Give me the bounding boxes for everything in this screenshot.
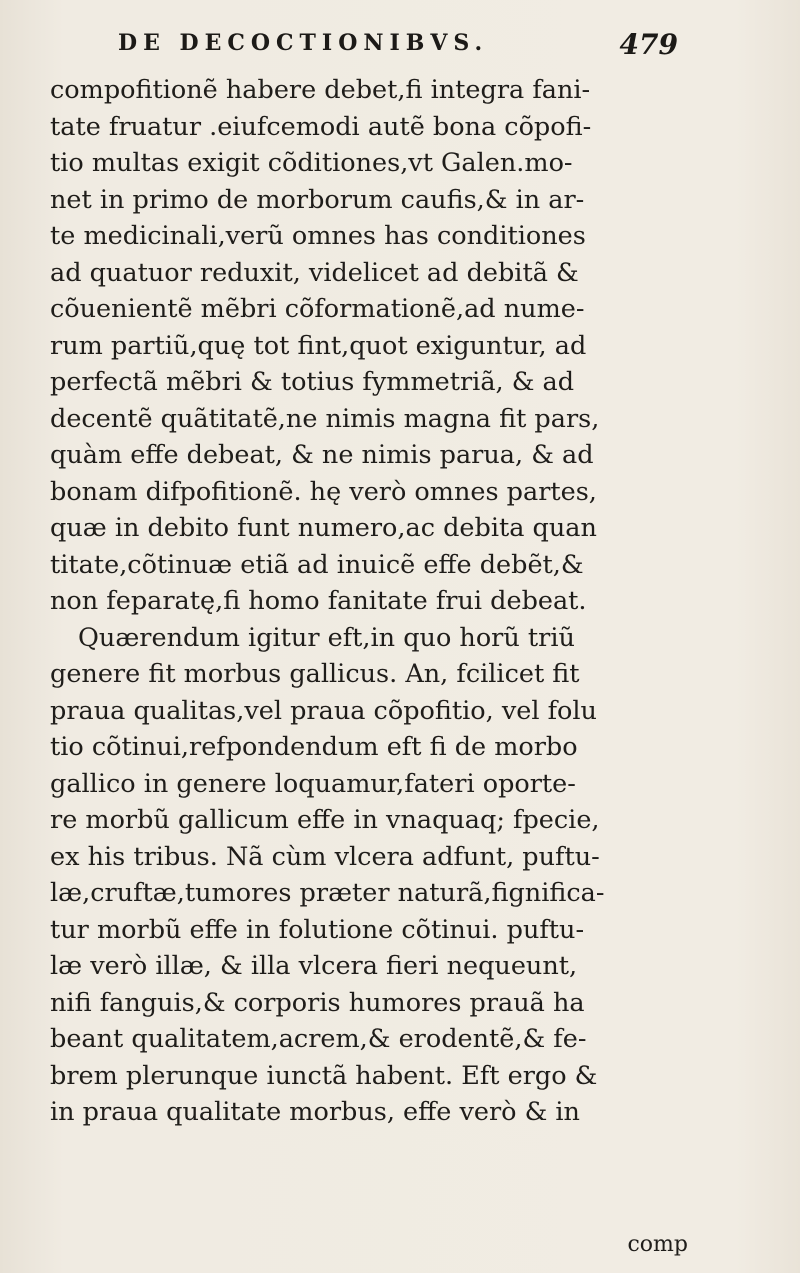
catchword: comp (627, 1232, 688, 1257)
text-line: læ,cruftæ,tumores præter naturã,fignifica- (50, 878, 605, 908)
text-line: non feparatę,fi homo fanitate frui debeat. (50, 586, 587, 616)
text-line: genere fit morbus gallicus. An, fcilicet fit (50, 659, 580, 689)
text-line: ex his tribus. Nã cùm vlcera adfunt, puftu- (50, 841, 600, 872)
text-line: rum partiũ,quę tot fint,quot exiguntur, ad (50, 330, 587, 361)
page-number: 479 (619, 28, 678, 61)
text-line: quàm effe debeat, & ne nimis parua, & ad (50, 440, 594, 470)
text-line: nifi fanguis,& corporis humores prauã ha (50, 987, 585, 1018)
text-line: quæ in debito funt numero,ac debita quan (50, 513, 597, 543)
text-line: cõuenientẽ mẽbri cõformationẽ,ad nume- (50, 294, 585, 324)
text-line: tio multas exigit cõditiones,vt Galen.mo- (50, 148, 573, 178)
text-line: in praua qualitate morbus, effe verò & in (50, 1097, 580, 1127)
running-head: DE DECOCTIONIBVS. (118, 30, 489, 56)
text-line: praua qualitas,vel praua cõpofitio, vel folu (50, 695, 597, 726)
text-line: compofitionẽ habere debet,fi integra fani- (50, 75, 591, 105)
text-line: titate,cõtinuæ etiã ad inuicẽ effe debẽt,& (50, 549, 584, 580)
body-text (50, 72, 690, 1131)
text-line: bonam difpofitionẽ. hę verò omnes partes, (50, 476, 597, 507)
text-line: Quærendum igitur eft,in quo horũ triũ (78, 622, 575, 653)
text-line: te medicinali,verũ omnes has conditiones (50, 221, 586, 251)
text-line: beant qualitatem,acrem,& erodentẽ,& fe- (50, 1024, 587, 1054)
text-line: decentẽ quãtitatẽ,ne nimis magna fit pars, (50, 403, 600, 434)
text-line: læ verò illæ, & illa vlcera fieri nequeunt, (50, 951, 578, 981)
text-line: ad quatuor reduxit, videlicet ad debitã & (50, 257, 579, 288)
page-header (118, 28, 678, 68)
text-line: tate fruatur .eiufcemodi autẽ bona cõpofi- (50, 111, 592, 142)
text-line: re morbũ gallicum effe in vnaquaq; fpecie, (50, 805, 600, 835)
text-line: tio cõtinui,refpondendum eft fi de morbo (50, 732, 578, 762)
text-line: tur morbũ effe in folutione cõtinui. puftu- (50, 914, 585, 945)
text-line: perfectã mẽbri & totius fymmetriã, & ad (50, 367, 575, 397)
text-line: gallico in genere loquamur,fateri oporte- (50, 768, 576, 799)
text-line: brem plerunque iunctã habent. Eft ergo & (50, 1060, 598, 1091)
text-line: net in primo de morborum caufis,& in ar- (50, 184, 585, 215)
